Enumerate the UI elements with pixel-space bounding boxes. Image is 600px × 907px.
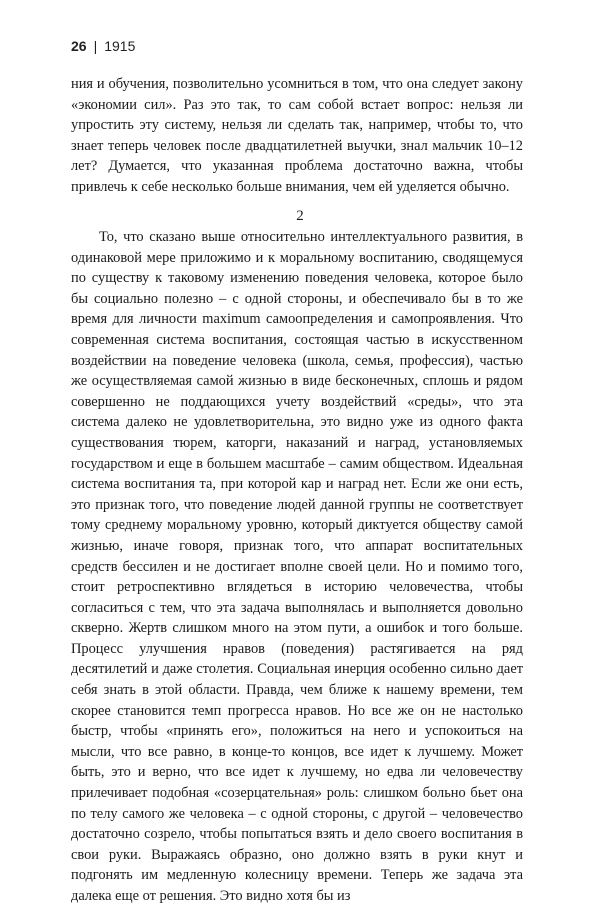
- page-number: 26: [71, 38, 87, 54]
- header-separator: |: [93, 38, 98, 54]
- running-header: [71, 38, 135, 54]
- running-title: 1915: [104, 38, 136, 54]
- paragraph-continuation: [71, 74, 523, 198]
- paragraph-text: ния и обучения, позволительно усомниться в том, что она следует закону «экономии сил». Раз это так, то сам собой встает вопрос: нельзя ли упростить эту систему, нельзя ли сделать так, например, чтобы то, что знает теперь человек после двадцатилетней выучки, знал мальчик 10–12 лет? Думается, что указанная проблема достаточно важна, чтобы привлечь к себе несколько больше внимания, чем ей уделяется обычно.: [71, 76, 523, 195]
- section-number: 2: [296, 208, 304, 224]
- section-paragraph: [71, 227, 523, 907]
- paragraph-text: То, что сказано выше относительно интеллектуального развития, в одинаковой мере приложимо и к моральному воспитанию, сводящемуся по существу к таковому изменению поведения человека, которое было бы социально полезно – с одной стороны, и обеспечивало бы в то же время для личности maximum самоопределения и самопроявления. Что современная система воспитания, состоящая частью в искусственном воздействии на поведение человека (школа, семья, профессия), частью же осуществляемая самой жизнью в виде бесконечных, сплошь и рядом совершенно не поддающихся учету воздействий «среды», что эта система далеко не удовлетворительна, это видно уже из одного факта существования тюрем, каторги, наказаний и наград, установляемых государством и еще в большем масштабе – самим обществом. Идеальная система воспитания та, при которой кар и наград нет. Если же они есть, это признак того, что поведение людей данной группы не соответствует тому среднему моральному уровню, который диктуется обществу самой жизнью, иначе говоря, признак того, что аппарат воспитательных средств бессилен и не достигает вполне своей цели. Но и помимо того, стоит ретроспективно вглядеться в историю человечества, чтобы согласиться с тем, что эта задача выполнялась и выполняется довольно скверно. Жертв слишком много на этом пути, а ошибок и того больше. Процесс улучшения нравов (поведения) растягивается на ряд десятилетий и даже столетия. Социальная инерция особенно сильно дает себя знать в этой области. Правда, чем ближе к нашему времени, тем скорее становится темп прогресса нравов. Но все же он не настолько быстр, чтобы «принять его», положиться на него и успокоиться на мысли, что все равно, в конце-то концов, все идет к лучшему. Может быть, это и верно, что все идет к лучшему, но едва ли человечеству прилечивает подобная «созерцательная» роль: слишком больно бьет она по телу самого же человека – с одной стороны, с другой – человечество достаточно созрело, чтобы попытаться взять и дело своего воспитания в свои руки. Выражаясь образно, оно должно взять в руки кнут и подгонять им медленную колесницу времени. Теперь же задача эта далека еще от решения. Это видно хотя бы из: [71, 229, 523, 904]
